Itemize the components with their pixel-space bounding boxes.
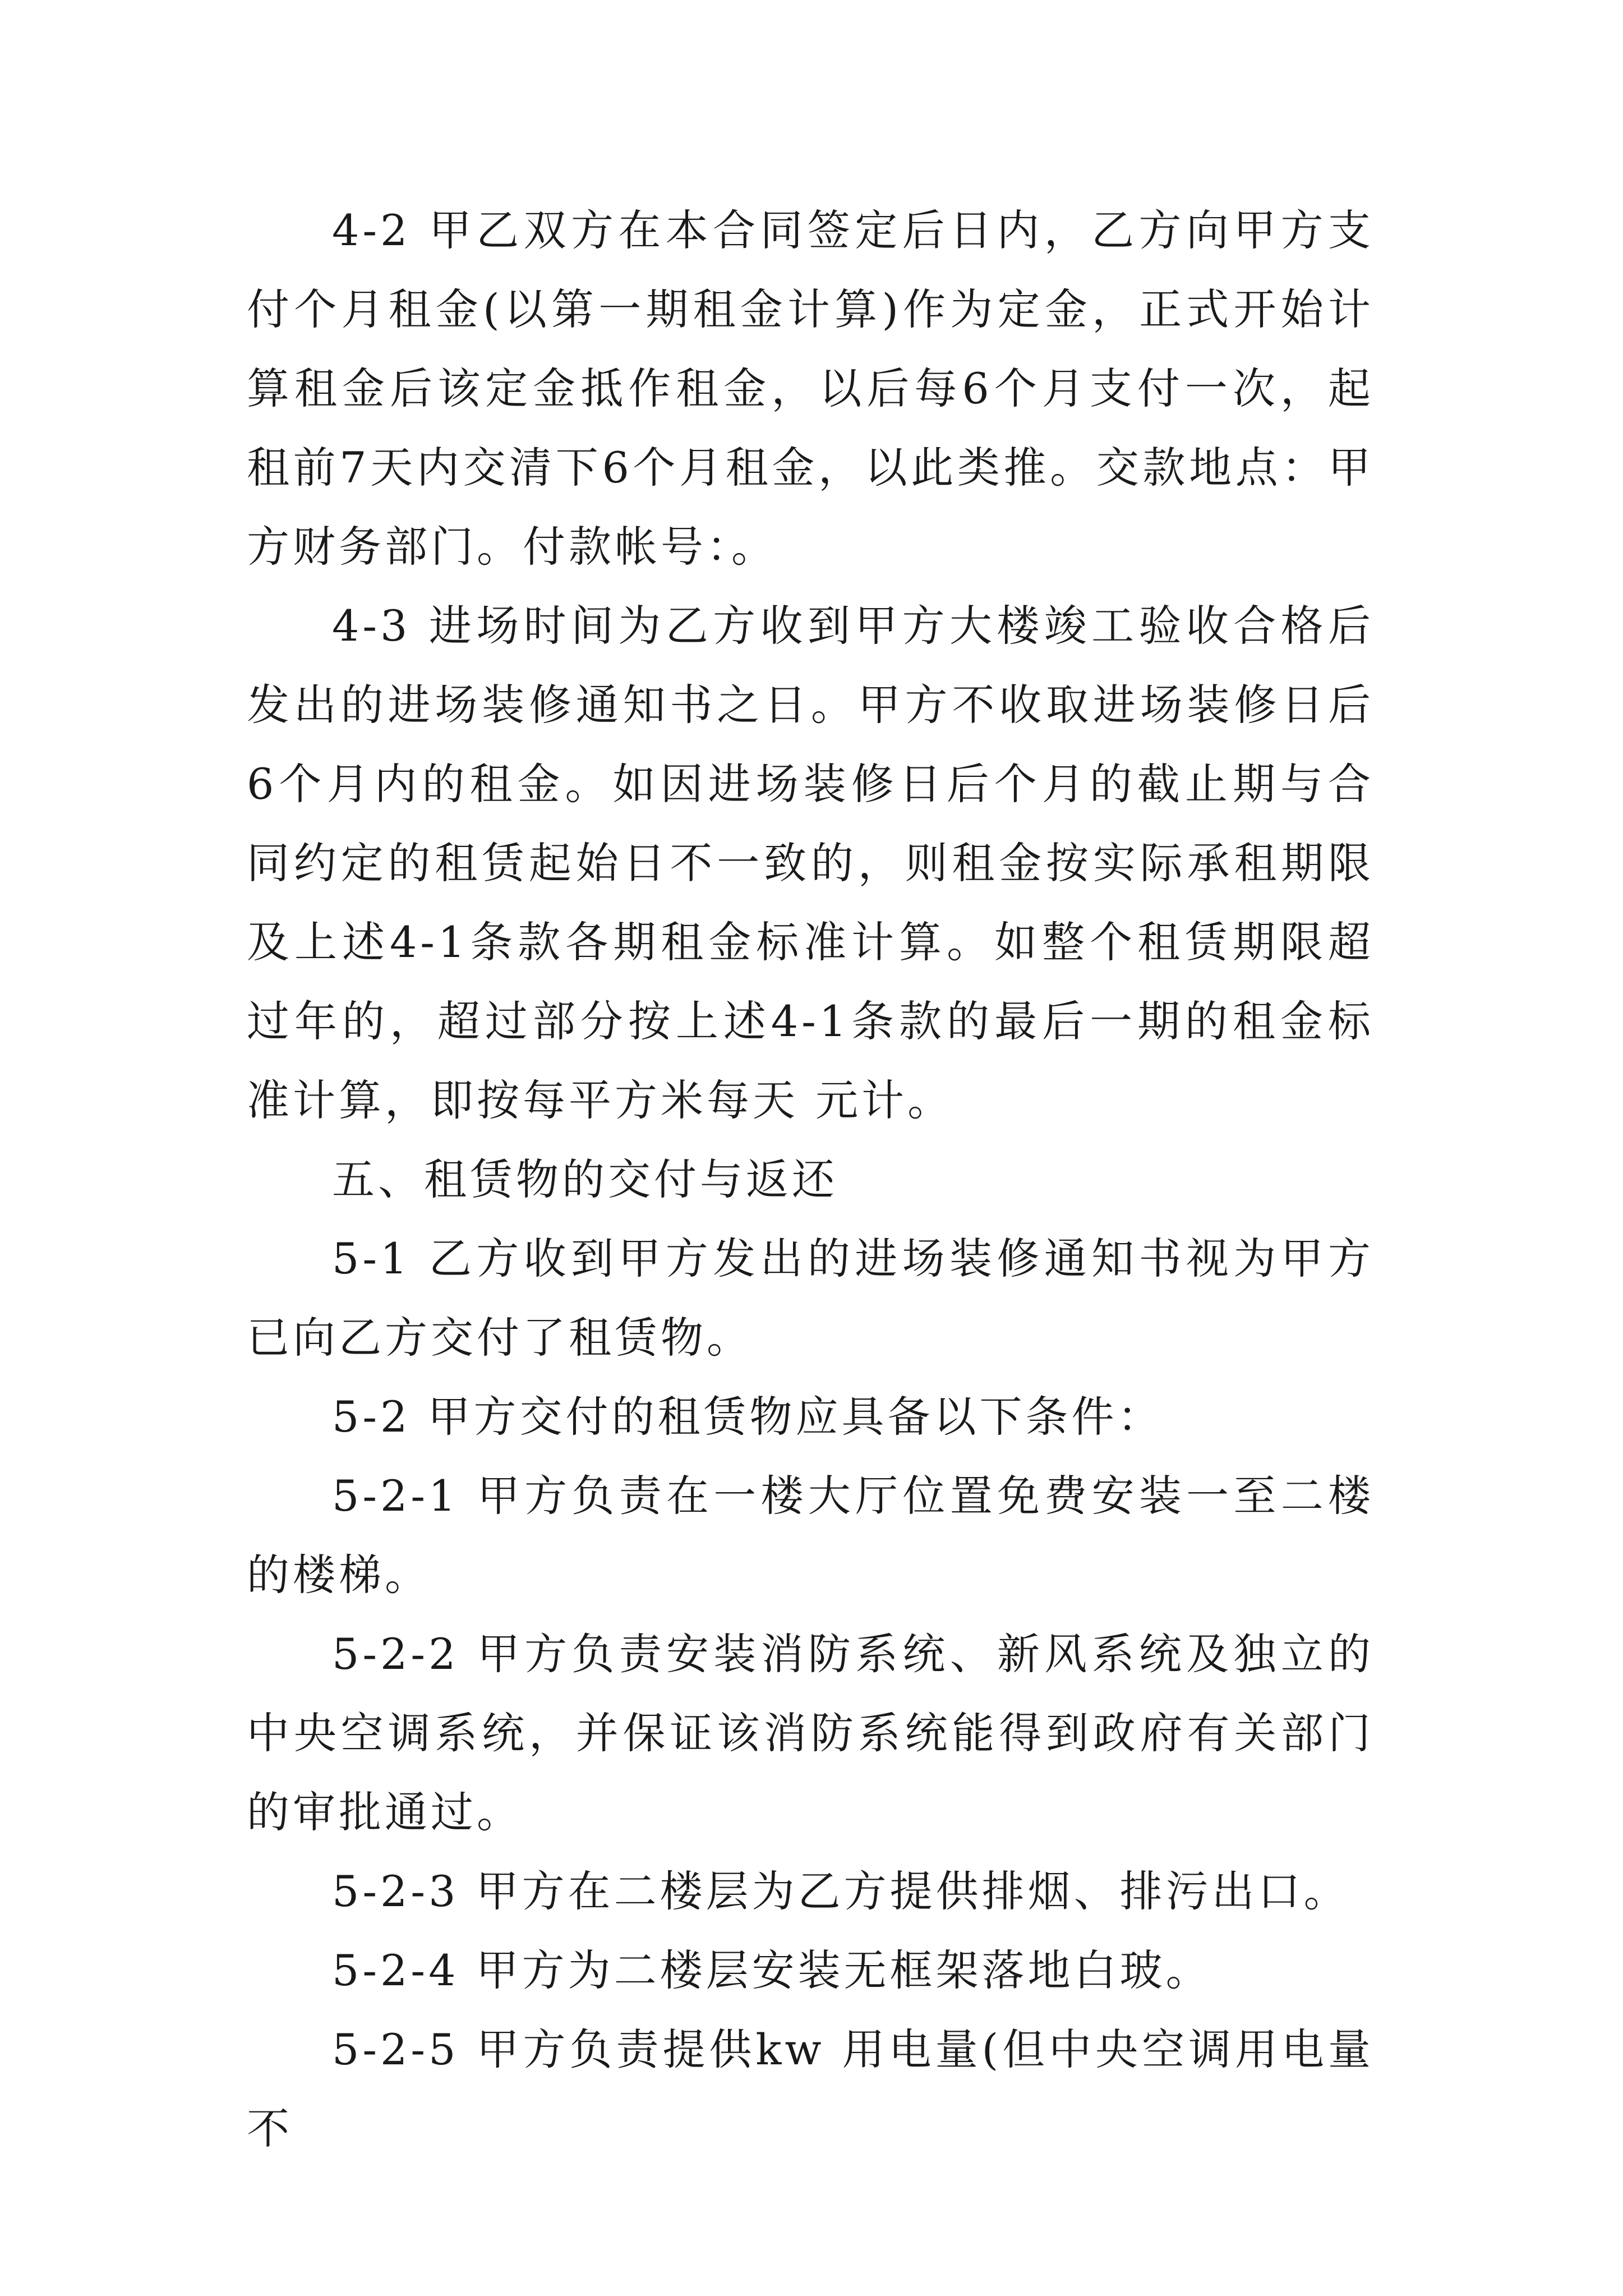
paragraph-5-2-1: 5-2-1 甲方负责在一楼大厅位置免费安装一至二楼的楼梯。 bbox=[247, 1471, 1374, 1600]
paragraph-5-2: 5-2 甲方交付的租赁物应具备以下条件： bbox=[332, 1392, 1164, 1442]
paragraph-5-2-3: 5-2-3 甲方在二楼层为乙方提供排烟、排污出口。 bbox=[332, 1866, 1350, 1916]
paragraph-4-2: 4-2 甲乙双方在本合同签定后日内，乙方向甲方支付个月租金(以第一期租金计算)作为定金，正式开始计算租金后该定金抵作租金，以后每6个月支付一次，起租前7天内交清下6个月租金，以此类推。交款地点：甲方财务部门。付款帐号：。 bbox=[247, 205, 1374, 572]
document-body bbox=[247, 191, 1374, 2168]
section-heading-5: 五、租赁物的交付与返还 bbox=[332, 1154, 838, 1204]
paragraph-4-3: 4-3 进场时间为乙方收到甲方大楼竣工验收合格后发出的进场装修通知书之日。甲方不收取进场装修日后6个月内的租金。如因进场装修日后个月的截止期与合同约定的租赁起始日不一致的，则租金按实际承租期限及上述4-1条款各期租金标准计算。如整个租赁期限超过年的，超过部分按上述4-1条款的最后一期的租金标准计算，即按每平方米每天 元计。 bbox=[247, 601, 1374, 1125]
paragraph-5-1: 5-1 乙方收到甲方发出的进场装修通知书视为甲方已向乙方交付了租赁物。 bbox=[247, 1234, 1374, 1363]
paragraph-5-2-2: 5-2-2 甲方负责安装消防系统、新风系统及独立的中央空调系统，并保证该消防系统能得到政府有关部门的审批通过。 bbox=[247, 1629, 1374, 1837]
paragraph-5-2-4: 5-2-4 甲方为二楼层安装无框架落地白玻。 bbox=[332, 1945, 1212, 1995]
paragraph-5-2-5: 5-2-5 甲方负责提供kw 用电量(但中央空调用电量不 bbox=[247, 2024, 1374, 2154]
